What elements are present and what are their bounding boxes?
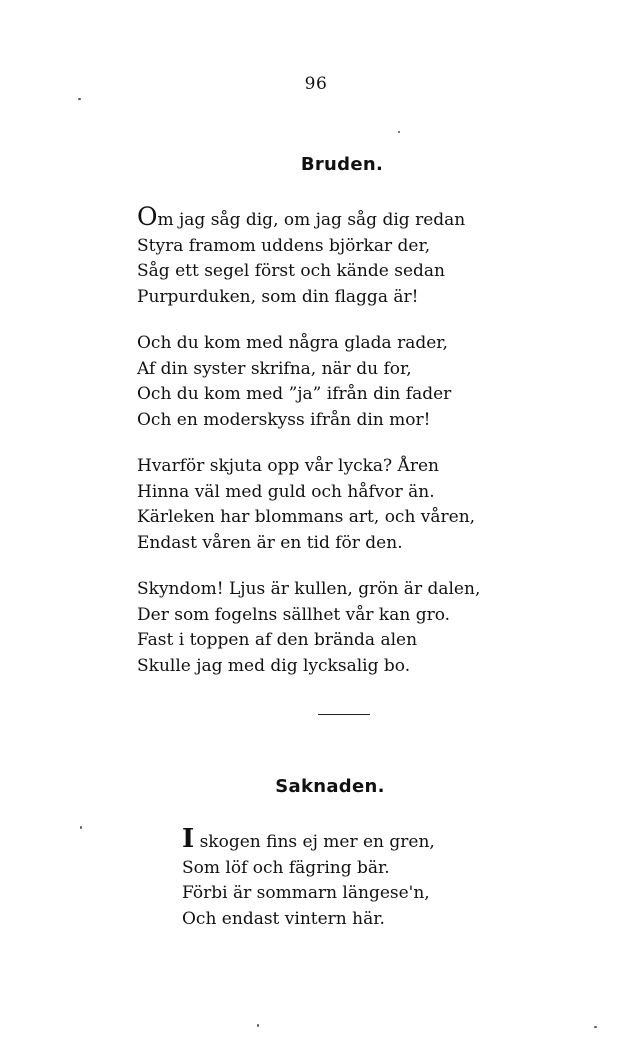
poem-line: Och en moderskyss ifrån din mor! — [137, 409, 431, 430]
line-text: skogen fins ej mer en gren, — [194, 832, 435, 852]
poem-line: Endast våren är en tid för den. — [137, 532, 403, 553]
stanza — [137, 202, 480, 310]
print-speck — [80, 826, 82, 829]
print-speck — [257, 1024, 259, 1027]
poem-body-bruden — [137, 202, 481, 700]
poem-line: Och du kom med några glada rader, — [137, 333, 448, 353]
poem-body-saknaden — [182, 824, 435, 953]
poem-line: Kärleken har blommans art, och våren, — [137, 507, 476, 527]
stanza — [182, 824, 435, 932]
initial-letter: O — [137, 202, 158, 231]
stanza — [137, 331, 480, 433]
poem-line: Skyndom! Ljus är kullen, grön är dalen, — [137, 579, 481, 599]
poem-line: Styra framom uddens björkar der, — [137, 235, 431, 256]
print-speck — [398, 131, 400, 133]
poem-line: Förbi är sommarn längese'n, — [182, 883, 430, 903]
poem-line: Der som fogelns sällhet vår kan gro. — [137, 604, 451, 625]
poem-line: Och du kom med ”ja” ifrån din fader — [137, 384, 452, 404]
print-speck — [594, 1026, 597, 1028]
stanza — [137, 454, 480, 556]
poem-title-bruden: Bruden. — [300, 154, 384, 175]
poem-line — [137, 202, 480, 234]
poem-line: Af din syster skrifna, när du for, — [137, 358, 412, 379]
initial-letter: I — [182, 824, 195, 854]
poem-line: Hinna väl med guld och håfvor än. — [137, 481, 435, 502]
poem-line: Skulle jag med dig lycksalig bo. — [137, 655, 411, 676]
print-speck — [78, 98, 81, 100]
page-number: 96 — [304, 74, 328, 94]
poem-line: Som löf och fägring bär. — [182, 857, 390, 878]
poem-line: Hvarför skjuta opp vår lycka? Åren — [137, 456, 439, 476]
section-divider — [318, 714, 370, 715]
line-text: m jag såg dig, om jag såg dig redan — [157, 210, 466, 230]
poem-line: Såg ett segel först och kände sedan — [137, 261, 445, 281]
stanza — [137, 577, 480, 679]
poem-line: Fast i toppen af den brända alen — [137, 630, 418, 650]
poem-line: Purpurduken, som din flagga är! — [137, 286, 419, 307]
poem-title-saknaden: Saknaden. — [275, 776, 385, 797]
poem-line: Och endast vintern här. — [182, 908, 385, 929]
poem-line — [182, 824, 435, 856]
